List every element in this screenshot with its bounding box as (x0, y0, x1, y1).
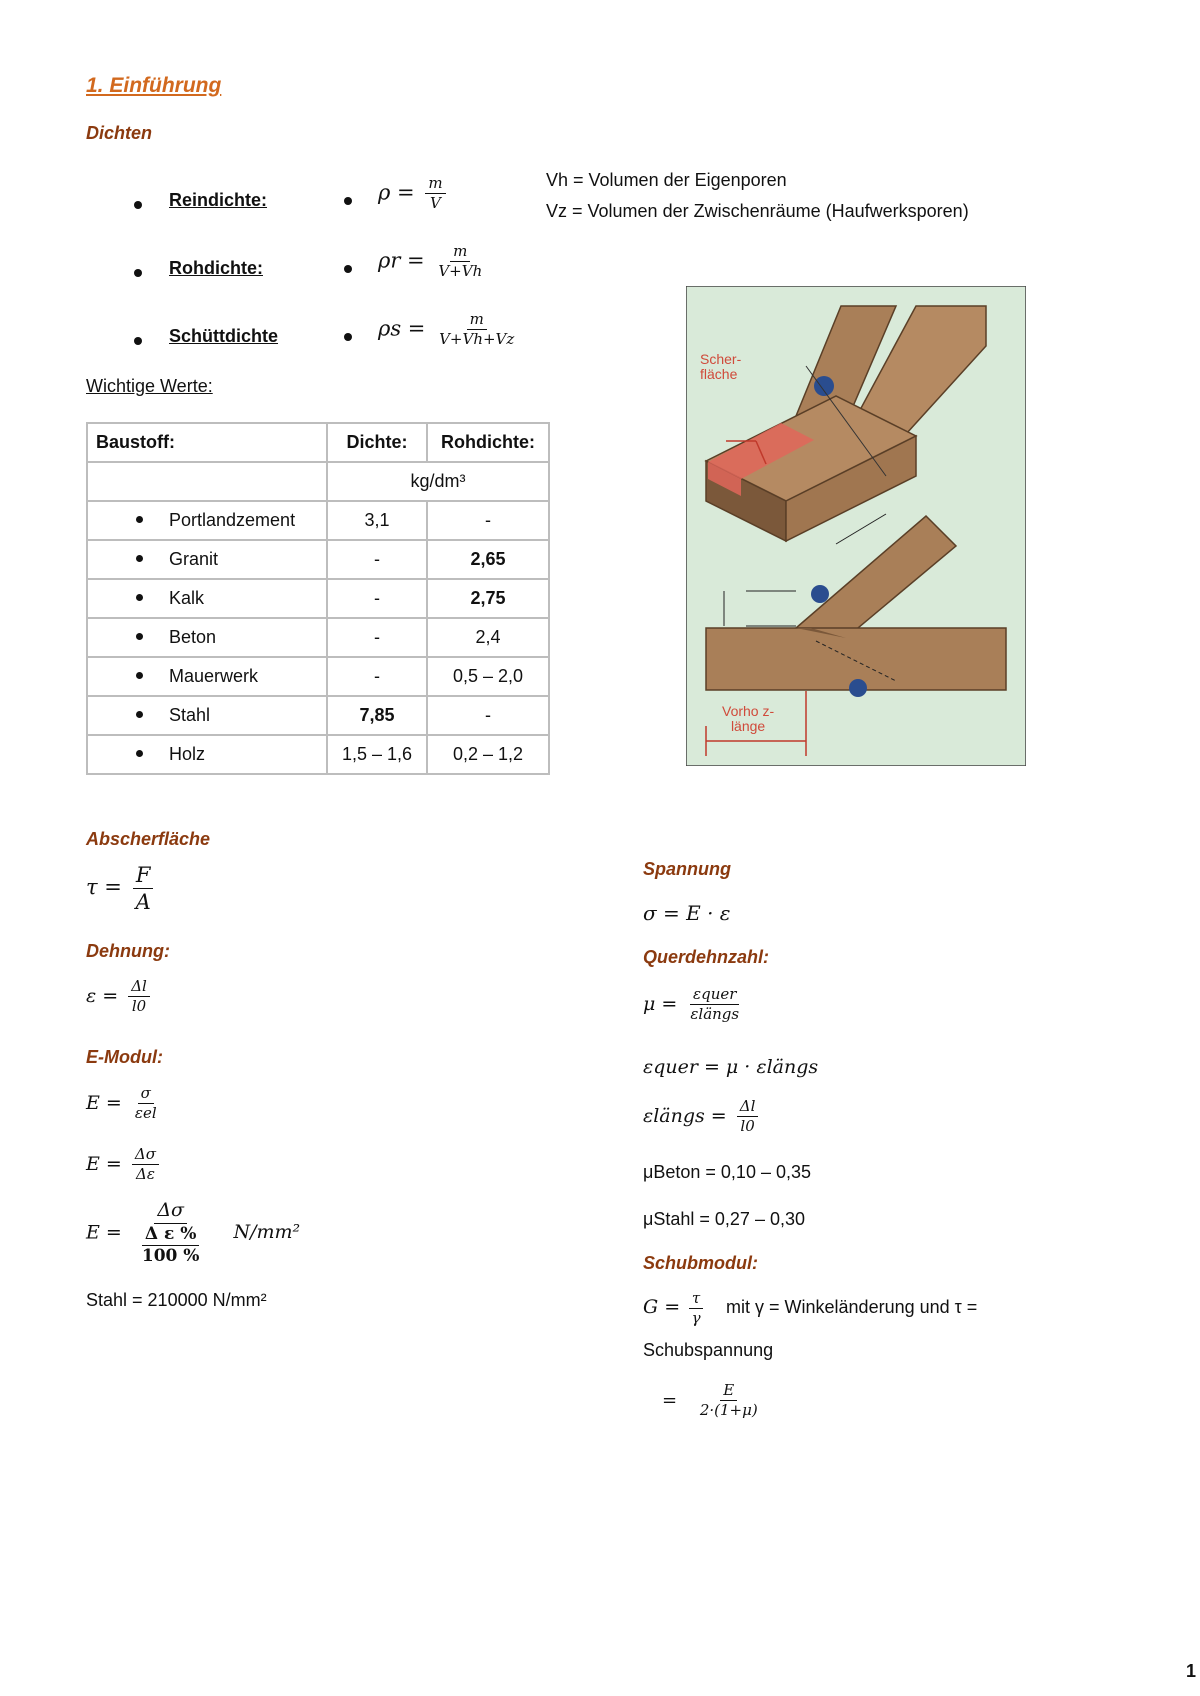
schubmodul-f2-lhs: = (662, 1389, 678, 1411)
table-row (87, 735, 549, 774)
rohdichte-cell: 0,5 – 2,0 (427, 657, 549, 696)
rohdichte-cell: 0,2 – 1,2 (427, 735, 549, 774)
schubmodul-text-2: Schubspannung (643, 1340, 774, 1360)
list-bullet (136, 672, 143, 679)
density-table (86, 422, 550, 775)
querdehnzahl-f1-lhs: μ = (643, 992, 678, 1015)
querdehnzahl-heading: Querdehnzahl: (643, 947, 770, 967)
querdehnzahl-f1-num: εquer (690, 986, 739, 1005)
baustoff-cell (87, 579, 327, 618)
baustoff-cell (87, 696, 327, 735)
emodul-f2-num: Δσ (132, 1146, 159, 1165)
emodul-f1-num: σ (138, 1085, 154, 1104)
rohdichte-cell: 2,65 (427, 540, 549, 579)
schuettdichte-bullet (134, 332, 142, 350)
abscher-heading: Abscherfläche (86, 829, 211, 849)
querdehnzahl-f3-num: Δl (737, 1098, 759, 1117)
mu-stahl: μStahl = 0,27 – 0,30 (643, 1209, 805, 1229)
table-row (87, 540, 549, 579)
baustoff-cell (87, 657, 327, 696)
wichtige-werte-heading: Wichtige Werte: (86, 376, 213, 396)
abscher-den: A (135, 890, 151, 915)
dichte-cell: - (327, 618, 427, 657)
table-row (87, 618, 549, 657)
dehnung-lhs: ε = (86, 984, 119, 1007)
schuettdichte-lhs: ρs = (378, 316, 426, 341)
dichte-cell: - (327, 657, 427, 696)
schuettdichte-den: V+Vh+Vz (439, 330, 515, 349)
dichte-cell: - (327, 540, 427, 579)
emodul-f1-den: εel (134, 1104, 157, 1123)
reindichte-label: Reindichte: (169, 190, 268, 210)
schubmodul-lhs: G = (643, 1295, 681, 1318)
list-bullet (136, 594, 143, 601)
rohdichte-label: Rohdichte: (169, 258, 263, 278)
dehnung-formula (86, 978, 154, 1016)
list-bullet (136, 633, 143, 640)
emodul-f3-lhs: E = (86, 1221, 122, 1244)
header-baustoff: Baustoff: (87, 423, 327, 462)
page-number: 1 (1185, 1661, 1196, 1681)
emodul-formula-1 (86, 1085, 164, 1123)
dehnung-heading: Dehnung: (86, 941, 170, 961)
baustoff-cell (87, 735, 327, 774)
querdehnzahl-f3-den: l0 (740, 1117, 755, 1136)
abscher-lhs: τ = (86, 875, 122, 900)
dichte-cell: 7,85 (327, 696, 427, 735)
list-bullet (136, 711, 143, 718)
spannung-heading: Spannung (643, 859, 731, 879)
dichte-cell: 1,5 – 1,6 (327, 735, 427, 774)
list-bullet (136, 555, 143, 562)
baustoff-cell (87, 618, 327, 657)
emodul-f3-unit: N/mm² (233, 1221, 301, 1244)
querdehnzahl-formula-1 (643, 986, 746, 1024)
baustoff-name: Mauerwerk (169, 666, 259, 686)
rohdichte-den: V+Vh (438, 262, 483, 281)
schuettdichte-formula (378, 311, 521, 349)
unit-empty-cell (87, 462, 327, 501)
reindichte-formula (378, 175, 450, 213)
abscher-num: F (133, 863, 154, 889)
scherflaeche-label: Scher- fläche (700, 351, 742, 382)
rohdichte-cell: - (427, 696, 549, 735)
header-dichte: Dichte: (327, 423, 427, 462)
schubmodul-f2-num: E (720, 1382, 737, 1401)
baustoff-name: Holz (169, 744, 206, 764)
table-row (87, 501, 549, 540)
emodul-heading: E-Modul: (86, 1047, 163, 1067)
reindichte-den: V (430, 194, 441, 213)
rohdichte-cell: 2,75 (427, 579, 549, 618)
schuettdichte-label: Schüttdichte (169, 326, 279, 346)
table-row (87, 696, 549, 735)
emodul-f2-lhs: E = (86, 1152, 122, 1175)
reindichte-formula-bullet (344, 192, 352, 210)
rohdichte-num: m (450, 243, 470, 262)
reindichte-num: m (425, 175, 445, 194)
table-header-row (87, 423, 549, 462)
schubmodul-den: γ (691, 1309, 701, 1328)
note-vh: Vh = Volumen der Eigenporen (546, 170, 787, 190)
emodul-f1-lhs: E = (86, 1091, 122, 1114)
querdehnzahl-formula-3 (643, 1098, 762, 1136)
baustoff-cell (87, 501, 327, 540)
dichten-heading: Dichten (86, 123, 153, 143)
unit-cell: kg/dm³ (327, 462, 549, 501)
baustoff-name: Stahl (169, 705, 211, 725)
rohdichte-cell: - (427, 501, 549, 540)
list-bullet (136, 516, 143, 523)
spannung-formula: σ = E · ε (643, 901, 731, 925)
baustoff-name: Portlandzement (169, 510, 296, 530)
table-unit-row (87, 462, 549, 501)
emodul-formula-3 (86, 1200, 300, 1267)
schubmodul-text: mit γ = Winkeländerung und τ = (726, 1296, 978, 1317)
dichte-cell: 3,1 (327, 501, 427, 540)
schubmodul-formula-1 (643, 1290, 977, 1328)
note-vz: Vz = Volumen der Zwischenräume (Haufwerksporen) (546, 201, 969, 221)
querdehnzahl-formula-2: εquer = μ · εlängs (643, 1056, 819, 1078)
stahl-emodul: Stahl = 210000 N/mm² (86, 1290, 267, 1310)
schubmodul-f2-den: 2·(1+μ) (699, 1401, 758, 1420)
querdehnzahl-f1-den: εlängs (690, 1005, 740, 1024)
rohdichte-formula (378, 243, 489, 281)
emodul-f3-den-den: 100 % (141, 1246, 200, 1267)
baustoff-cell (87, 540, 327, 579)
header-rohdichte: Rohdichte: (427, 423, 549, 462)
emodul-f3-num: Δσ (154, 1200, 187, 1224)
mu-beton: μBeton = 0,10 – 0,35 (643, 1162, 812, 1182)
schubmodul-heading: Schubmodul: (643, 1253, 758, 1273)
table-row (87, 657, 549, 696)
baustoff-name: Kalk (169, 588, 205, 608)
rohdichte-lhs: ρr = (378, 248, 425, 273)
reindichte-lhs: ρ = (378, 180, 415, 205)
vorholzlaenge-label: Vorho z- länge (722, 703, 775, 734)
schuettdichte-num: m (467, 311, 487, 330)
emodul-f2-den: Δε (135, 1165, 155, 1184)
baustoff-name: Granit (169, 549, 219, 569)
rohdichte-cell: 2,4 (427, 618, 549, 657)
baustoff-name: Beton (169, 627, 217, 647)
schubmodul-formula-2 (662, 1382, 765, 1420)
rohdichte-bullet (134, 264, 142, 282)
emodul-f3-den-num: Δ ε % (142, 1225, 200, 1247)
abscher-formula (86, 863, 158, 914)
dehnung-num: Δl (128, 978, 150, 997)
rohdichte-formula-bullet (344, 260, 352, 278)
querdehnzahl-f3-lhs: εlängs = (643, 1104, 727, 1127)
reindichte-bullet (134, 196, 142, 214)
page-title: 1. Einführung (86, 74, 222, 97)
schuettdichte-formula-bullet (344, 328, 352, 346)
table-row (87, 579, 549, 618)
schubmodul-num: τ (689, 1290, 703, 1309)
emodul-formula-2 (86, 1146, 163, 1184)
dehnung-den: l0 (131, 997, 147, 1016)
list-bullet (136, 750, 143, 757)
dichte-cell: - (327, 579, 427, 618)
